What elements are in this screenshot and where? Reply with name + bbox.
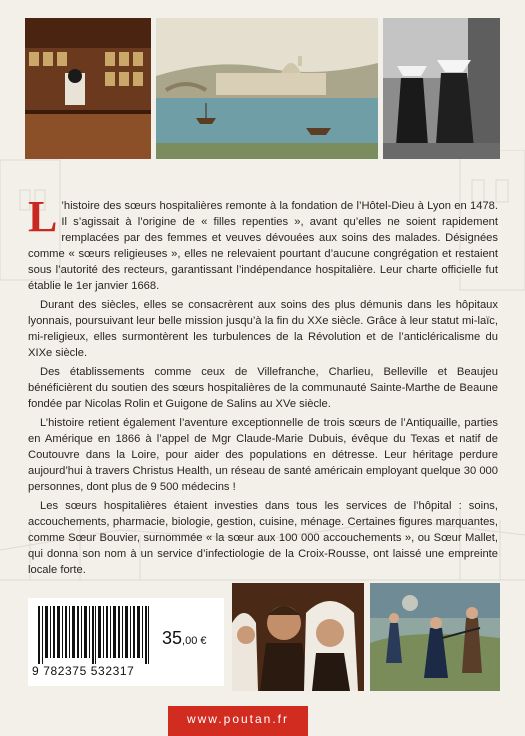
price bbox=[162, 628, 207, 649]
paragraph-5: Les sœurs hospitalières étaient investies dans tous les services de l’hôpital : soins, accouchements, pharmacie, biologie, gestion, cuisine, ménage. Certaines figures marquantes, comme Sœur Bouvier, surnommée « la sœur aux 100 000 accouchements », ou Sœur Mallet, qui donna son nom à un service d’infectiologie de la Croix-Rousse, ont laissé une empreinte locale forte. bbox=[28, 500, 498, 576]
paragraph-4: L’histoire retient également l’aventure exceptionnelle de trois sœurs de l’Antiquaille, parties en Amérique en 1866 à l’appel de Mgr Claude-Marie Dubuis, évêque du Texas et natif de Coutouvre dans la Loire, pour aider des populations en détresse. Leur héritage perdure aujourd’hui à travers Christus Health, un réseau de santé américain employant quelque 30 000 personnes, dont plus de 9 500 médecins ! bbox=[28, 417, 498, 493]
publisher-url[interactable]: www.poutan.fr bbox=[168, 706, 308, 736]
paragraph-1 bbox=[28, 192, 498, 294]
paragraph-2: Durant des siècles, elles se consacrèrent aux soins des plus démunis dans les hôpitaux lyonnais, poursuivant leur belle mission jusqu’à la fin du XXe siècle. Grâce à leur statut mi-laïc, mi-religieux, elles surmontèrent les turbulences de la Révolution et de l’anticléricalisme du XIXe siècle. bbox=[28, 299, 498, 359]
lyon-landscape-painting bbox=[156, 18, 378, 159]
statue-busts-photo bbox=[232, 583, 364, 691]
battle-illustration bbox=[370, 583, 500, 691]
price-cents: ,00 € bbox=[182, 635, 207, 647]
isbn-digits: 9 782375 532317 bbox=[32, 664, 135, 678]
apothecary-photo bbox=[25, 18, 151, 159]
back-cover-text bbox=[28, 192, 498, 581]
paragraph-1-text: ’histoire des sœurs hospitalières remonte à la fondation de l’Hôtel-Dieu à Lyon en 1478. Il s’agissait à l’origine de « filles repenties », avant qu’elles ne soient rapidement remplacées par des femmes et veuves dévouées aux soins des malades. Désignées comme « sœurs religieuses », elles ne relevaient pourtant d’aucune congrégation et restaient sous l’autorité des recteurs, garantissant l’indépendance hospitalière. Leur charte officielle fut établie le 1er janvier 1668. bbox=[28, 200, 498, 292]
price-main: 35 bbox=[162, 628, 183, 648]
barcode-panel bbox=[28, 598, 224, 686]
nuns-walking-photo bbox=[383, 18, 500, 159]
barcode-icon bbox=[38, 606, 150, 664]
paragraph-3: Des établissements comme ceux de Villefranche, Charlieu, Belleville et Beaujeu bénéficièrent du soutien des sœurs hospitalières de la communauté Sainte-Marthe de Beaune fondée par Nicolas Rolin et Guigone de Salins au XVe siècle. bbox=[28, 366, 498, 410]
dropcap-letter: L bbox=[28, 192, 58, 241]
